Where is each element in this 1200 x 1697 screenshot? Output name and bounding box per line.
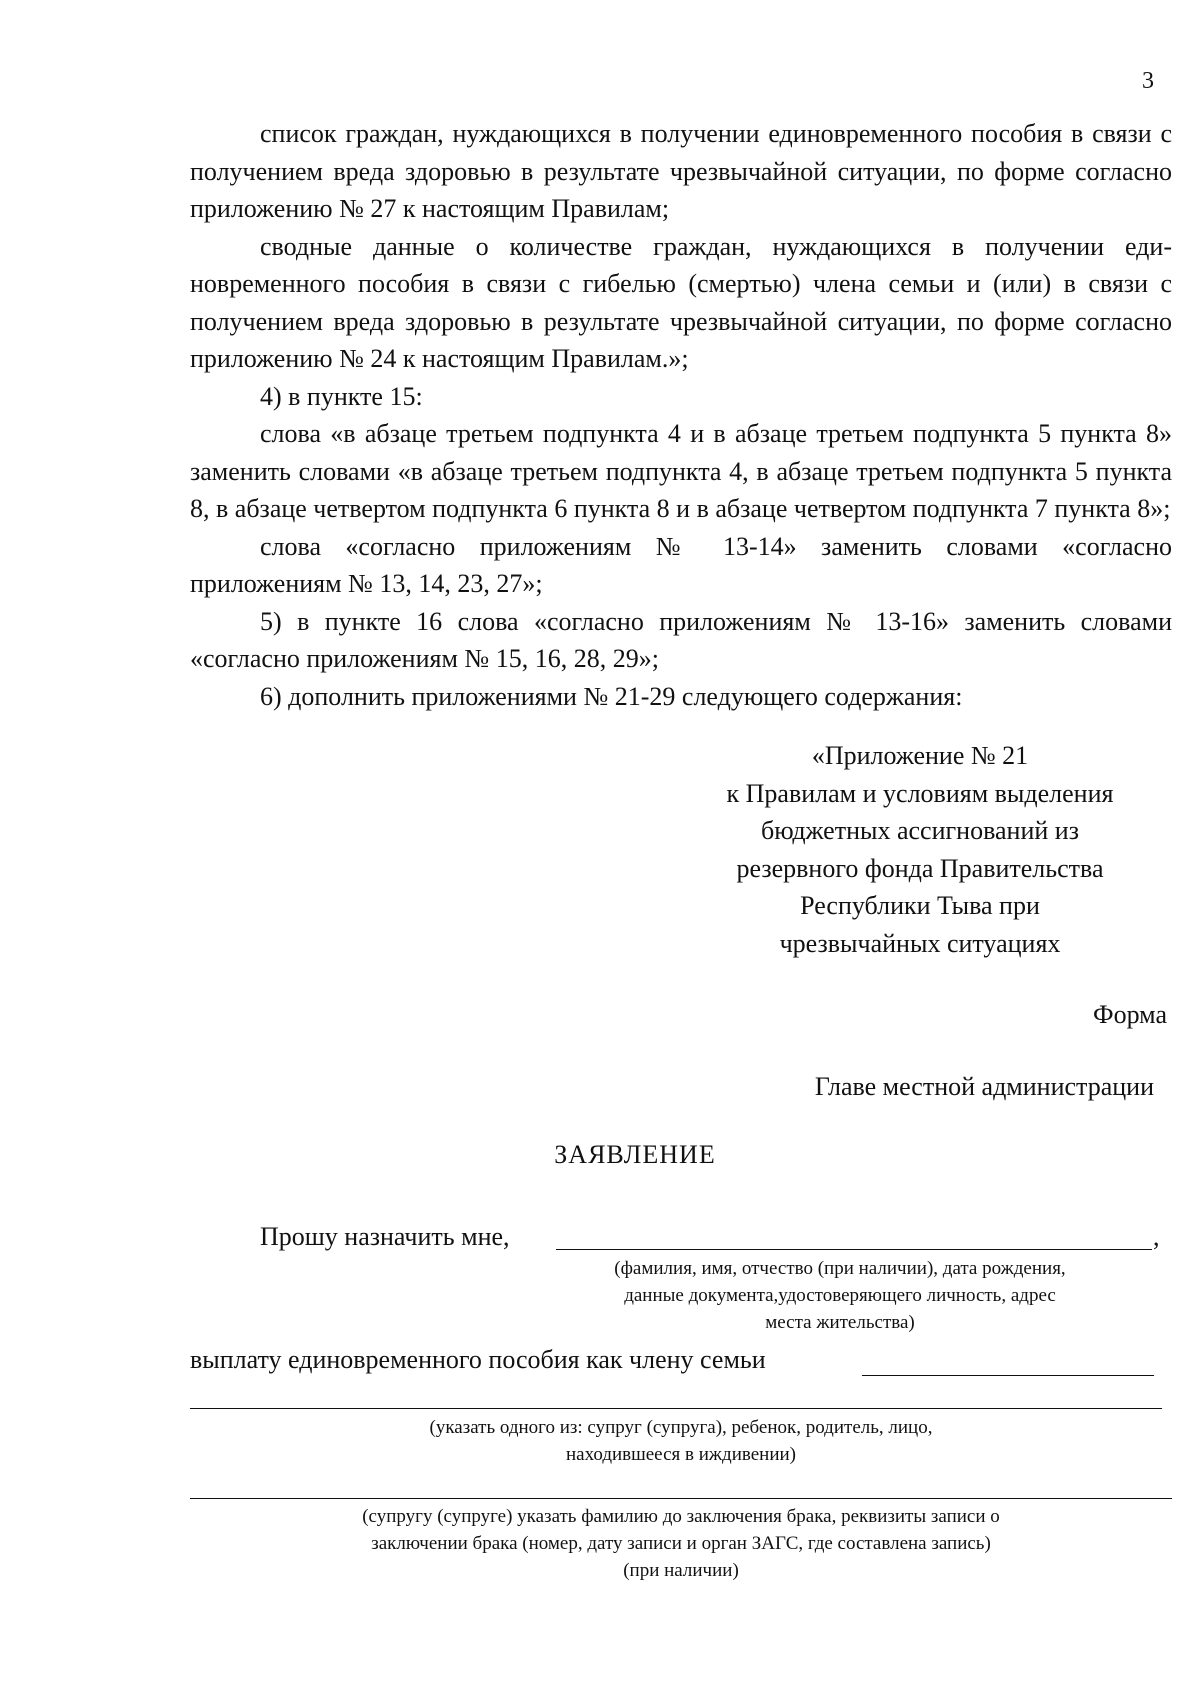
page-number: 3 [1142, 68, 1154, 94]
caption-relation [190, 1414, 1172, 1468]
caption-line: (супругу (супруге) указать фамилию до заключения брака, реквизиты записи о [362, 1506, 1000, 1527]
paragraph: слова «согласно приложениям № 13-14» заменить словами «согласно приложениям № 13, 14, 23, 27»; [190, 531, 1172, 598]
caption-line: (при наличии) [623, 1560, 739, 1581]
request-label: Прошу назначить мне, [260, 1222, 510, 1251]
paragraph: слова «в абзаце третьем подпункта 4 и в абзаце третьем подпункта 5 пункта 8» заменить словами «в абзаце третьем подпункта 4, в абзаце третьем подпункта 5 пункта 8, в абзаце четвертом подпункта 6 пункта 8 и в абзаце четвертом подпункта 7 пункта 8»; [190, 419, 1172, 523]
caption-line: находившееся в иждивении) [565, 1444, 796, 1465]
appendix-line: к Правилам и условиям выделения [726, 778, 1114, 808]
payment-label: выплату единовременного пособия как члену семьи [190, 1345, 766, 1374]
form-label: Форма [1093, 1000, 1167, 1029]
appendix-line: «Приложение № 21 [811, 741, 1029, 770]
name-fill-line[interactable] [556, 1222, 1152, 1250]
relation-fill-line[interactable] [862, 1345, 1154, 1376]
paragraph: 4) в пункте 15: [260, 381, 423, 411]
appendix-line: Республики Тыва при [800, 891, 1040, 920]
paragraph: 5) в пункте 16 слова «согласно приложениям № 13-16» заменить словами «согласно приложениям № 15, 16, 28, 29»; [190, 606, 1172, 673]
caption-line: (указать одного из: супруг (супруга), ребенок, родитель, лицо, [429, 1417, 933, 1438]
spouse-fill-line[interactable] [190, 1470, 1172, 1499]
appendix-line: бюджетных ассигнований из [761, 816, 1079, 845]
body-text [190, 115, 1172, 715]
caption-line: (фамилия, имя, отчество (при наличии), дата рождения, [614, 1258, 1066, 1279]
request-line-end: , [1153, 1222, 1160, 1251]
paragraph: сводные данные о количестве граждан, нуждающихся в получении единовременного пособия в связи с гибелью (смертью) члена семьи и (или) в связи с получением вреда здоровью в результате чрезвычайной ситуации, по форме согласно приложению № 24 к настоящим Правилам.»; [190, 231, 1172, 373]
caption-line: заключении брака (номер, дату записи и орган ЗАГС, где составлена запись) [371, 1533, 991, 1554]
caption-line: места жительства) [765, 1312, 915, 1333]
relation-fill-line-2[interactable] [190, 1380, 1162, 1409]
caption-line: данные документа,удостоверяющего личность, адрес [624, 1285, 1056, 1306]
addressee: Главе местной администрации [814, 1072, 1154, 1101]
caption-personal-data [520, 1255, 1160, 1336]
paragraph: список граждан, нуждающихся в получении единовременного пособия в связи с получением вреда здоровью в результате чрезвычайной ситуации, по форме согласно приложению № 27 к настоящим Правилам; [190, 119, 1172, 223]
document-title: ЗАЯВЛЕНИЕ [554, 1140, 716, 1169]
paragraph: 6) дополнить приложениями № 21-29 следующего содержания: [260, 681, 963, 711]
appendix-heading [693, 737, 1147, 962]
appendix-line: резервного фонда Правительства [736, 853, 1104, 883]
appendix-line: чрезвычайных ситуациях [779, 928, 1061, 958]
caption-spouse [190, 1503, 1172, 1584]
